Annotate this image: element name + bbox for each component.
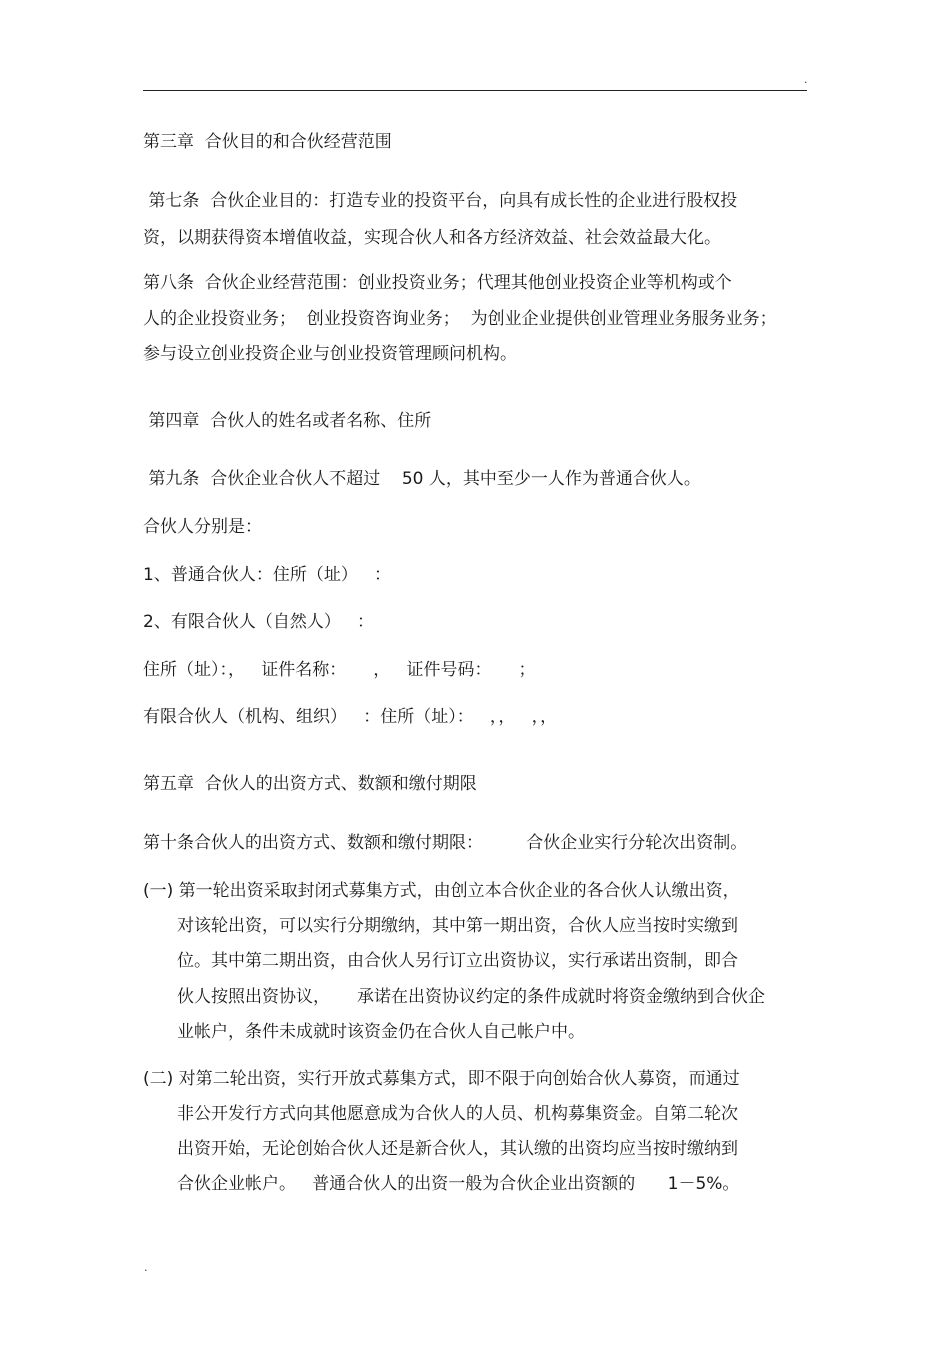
item-1-line-4: 伙人按照出资协议， 承诺在出资协议约定的条件成就时将资金缴纳到合伙企	[177, 987, 766, 1007]
item-2-line-2: 非公开发行方式向其他愿意成为合伙人的人员、机构募集资金。自第二轮次	[177, 1104, 738, 1124]
address-id-line: 住所（址）：， 证件名称： ， 证件号码： ；	[143, 660, 536, 680]
header-dot: .	[804, 73, 808, 86]
general-partner-line: 1、普通合伙人：住所（址） ：	[143, 565, 392, 585]
article-10-line: 第十条合伙人的出资方式、数额和缴付期限： 合伙企业实行分轮次出资制。	[143, 833, 748, 853]
footer-dot: .	[144, 1261, 148, 1274]
article-8-line-2: 人的企业投资业务； 创业投资咨询业务； 为创业企业提供创业管理业务服务业务；	[143, 309, 777, 329]
article-8-line-3: 参与设立创业投资企业与创业投资管理顾问机构。	[143, 344, 517, 364]
item-1-line-3: 位。其中第二期出资，由合伙人另行订立出资协议，实行承诺出资制，即合	[177, 951, 738, 971]
chapter-3-heading: 第三章 合伙目的和合伙经营范围	[143, 132, 392, 152]
item-2-line-1: (二) 对第二轮出资，实行开放式募集方式，即不限于向创始合伙人募资，而通过	[143, 1069, 740, 1089]
item-1-line-2: 对该轮出资，可以实行分期缴纳，其中第一期出资，合伙人应当按时实缴到	[177, 916, 738, 936]
item-1-line-5: 业帐户，条件未成就时该资金仍在合伙人自己帐户中。	[177, 1022, 585, 1042]
item-2-line-3: 出资开始，无论创始合伙人还是新合伙人，其认缴的出资均应当按时缴纳到	[177, 1139, 738, 1159]
article-9-line: 第九条 合伙企业合伙人不超过 50 人，其中至少一人作为普通合伙人。	[143, 469, 701, 489]
article-7-line-1: 第七条 合伙企业目的：打造专业的投资平台，向具有成长性的企业进行股权投	[143, 191, 738, 211]
item-2-line-4: 合伙企业帐户。 普通合伙人的出资一般为合伙企业出资额的 1－5%。	[177, 1174, 740, 1194]
limited-partner-natural-line: 2、有限合伙人（自然人） ：	[143, 612, 375, 632]
article-7-line-2: 资，以期获得资本增值收益，实现合伙人和各方经济效益、社会效益最大化。	[143, 228, 721, 248]
chapter-4-heading: 第四章 合伙人的姓名或者名称、住所	[143, 411, 432, 431]
item-1-line-1: (一) 第一轮出资采取封闭式募集方式，由创立本合伙企业的各合伙人认缴出资，	[143, 881, 740, 901]
chapter-5-heading: 第五章 合伙人的出资方式、数额和缴付期限	[143, 774, 477, 794]
article-8-line-1: 第八条 合伙企业经营范围：创业投资业务；代理其他创业投资企业等机构或个	[143, 273, 732, 293]
header-rule	[143, 90, 807, 91]
partners-intro: 合伙人分别是：	[143, 517, 262, 537]
limited-partner-org-line: 有限合伙人（机构、组织） ：住所（址）： ，， ，，	[143, 707, 558, 727]
